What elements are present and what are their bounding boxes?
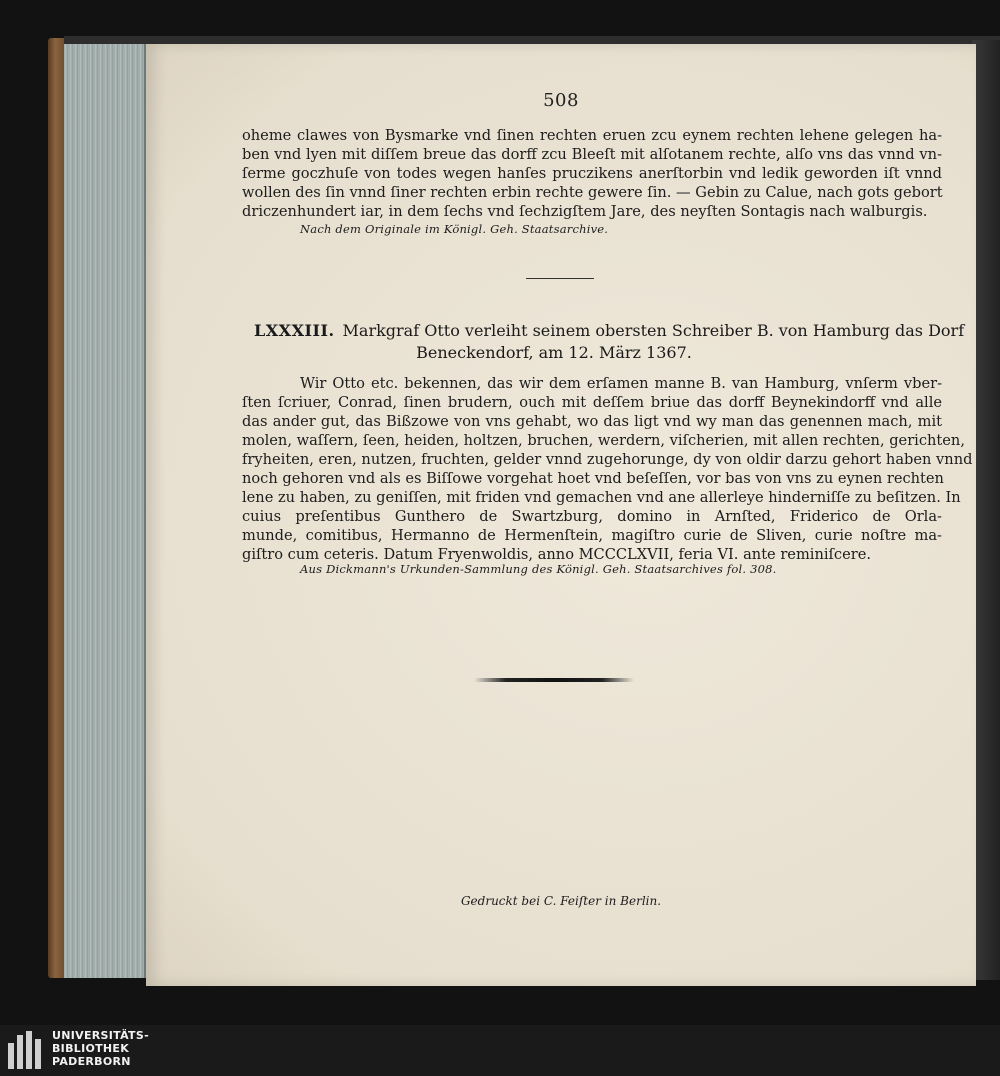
library-logo-icon bbox=[8, 1031, 46, 1069]
heading-line-2: Beneckendorf, am 12. März 1367. bbox=[416, 343, 692, 362]
library-footer bbox=[0, 1025, 1000, 1076]
paragraph-charter bbox=[242, 374, 973, 564]
text-line: munde, comitibus, Hermanno de Hermenſtein, magiſtro curie de Sliven, curie noſtre ma- bbox=[242, 527, 942, 544]
book-page bbox=[146, 44, 976, 986]
logo-line: PADERBORN bbox=[52, 1055, 131, 1068]
source-note: Aus Dickmann's Urkunden-Sammlung des Königl. Geh. Staatsarchives fol. 308. bbox=[300, 562, 777, 576]
library-logo-text bbox=[52, 1029, 149, 1068]
document-number: LXXXIII. bbox=[254, 321, 335, 340]
text-line: molen, waſſern, ſeen, heiden, holtzen, bruchen, werdern, viſcherien, mit allen rechten, gerichten, bbox=[242, 432, 965, 449]
text-line: oheme clawes von Bysmarke vnd ſinen rechten eruen zcu eynem rechten lehene gelegen ha- bbox=[242, 127, 942, 144]
heading-line bbox=[254, 320, 965, 342]
text-line: wollen des ſin vnnd ſiner rechten erbin rechte gewere ſin. — Gebin zu Calue, nach gots gebort bbox=[242, 184, 943, 201]
text-line: ſerme goczhuſe von todes wegen hanſes pruczikens anerſtorbin vnd ledik geworden iſt vnnd bbox=[242, 165, 942, 182]
text-line: ſten ſcriuer, Conrad, ſinen brudern, ouch mit deſſem briue das dorff Beynekindorff vnd alle bbox=[242, 394, 942, 411]
document-heading bbox=[254, 320, 965, 364]
page-number: 508 bbox=[543, 90, 579, 111]
text-line: Wir Otto etc. bekennen, das wir dem erſamen manne B. van Hamburg, vnſerm vber- bbox=[300, 375, 942, 392]
text-line: ben vnd lyen mit diſſem breue das dorff zcu Bleeſt mit alſotanem rechte, alſo vns das vnnd vn- bbox=[242, 146, 942, 163]
end-ornament-rule bbox=[474, 678, 634, 682]
printer-imprint: Gedruckt bei C. Feiſter in Berlin. bbox=[460, 894, 662, 908]
logo-line: BIBLIOTHEK bbox=[52, 1042, 130, 1055]
text-line: giſtro cum ceteris. Datum Fryenwoldis, anno MCCCLXVII, feria VI. ante reminiſcere. bbox=[242, 546, 871, 563]
text-line: das ander gut, das Bißzowe von vns gehabt, wo das ligt vnd wy man das genennen mach, mit bbox=[242, 413, 942, 430]
source-note: Nach dem Originale im Königl. Geh. Staatsarchive. bbox=[300, 222, 609, 236]
page-block-edge bbox=[64, 40, 146, 978]
text-line: noch gehoren vnd als es Biſſowe vorgehat hoet vnd beſeſſen, vor bas von vns zu eynen rechten bbox=[242, 470, 944, 487]
paragraph-charter-end bbox=[242, 126, 942, 221]
heading-title: Markgraf Otto verleiht seinem obersten Schreiber B. von Hamburg das Dorf bbox=[342, 321, 965, 340]
book-cover-right bbox=[972, 40, 1000, 980]
text-line: driczenhundert iar, in dem ſechs vnd ſechzigſtem Jare, des neyſten Sontagis nach walburgis. bbox=[242, 203, 928, 220]
section-divider bbox=[526, 278, 594, 279]
text-line: lene zu haben, zu geniſſen, mit friden vnd gemachen vnd ane allerleye hinderniſſe zu beſitzen. In bbox=[242, 489, 961, 506]
text-line: cuius preſentibus Gunthero de Swartzburg, domino in Arnſted, Friderico de Orla- bbox=[242, 508, 942, 525]
book-cover-top bbox=[64, 36, 1000, 44]
text-line: fryheiten, eren, nutzen, fruchten, gelder vnnd zugehorunge, dy von oldir darzu gehort haben vnnd bbox=[242, 451, 973, 468]
logo-line: UNIVERSITÄTS- bbox=[52, 1029, 149, 1042]
